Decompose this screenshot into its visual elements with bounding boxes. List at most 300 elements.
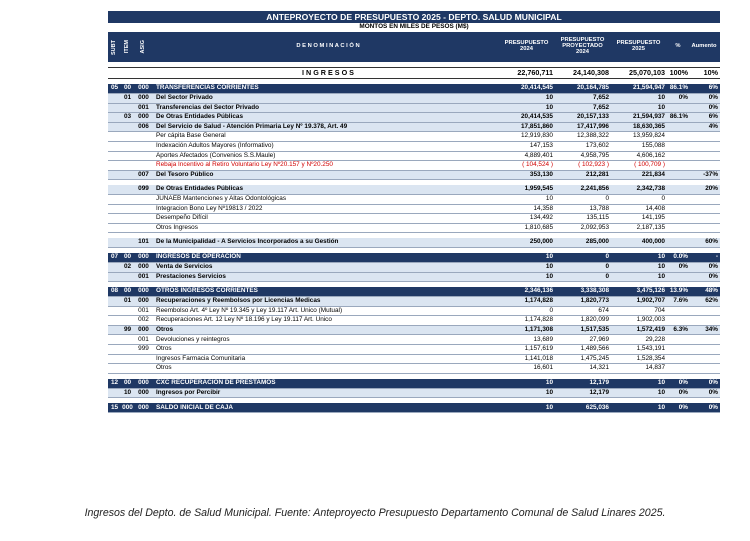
cell-asig: 001 <box>138 335 149 343</box>
cell-pres2025: 10 <box>657 253 665 261</box>
cell-aumento <box>690 224 720 233</box>
cell-subt: 05 <box>110 84 119 92</box>
cell-pct <box>668 307 690 316</box>
cell-item <box>121 307 134 316</box>
cell-pct <box>668 195 690 204</box>
cell-pres2024: 16,601 <box>533 364 553 372</box>
cell-name: Del Sector Privado <box>156 94 213 102</box>
cell-aumento <box>690 307 720 316</box>
cell-pres2025: 29,228 <box>645 335 665 343</box>
cell-item <box>121 142 134 151</box>
table-row <box>108 326 720 336</box>
header-presupuesto-2024: PRESUPUESTO 2024 <box>504 40 549 52</box>
table-row <box>108 113 720 123</box>
cell-proy2024: 135,115 <box>586 214 609 222</box>
cell-pres2024: 0 <box>549 306 553 314</box>
cell-proy2024: 20,164,785 <box>577 84 609 92</box>
cell-pres2024: 147,153 <box>529 142 553 150</box>
cell-item <box>121 345 134 354</box>
cell-proy2024: 1,517,535 <box>580 325 609 333</box>
cell-asig: 000 <box>138 84 149 92</box>
cell-subt <box>108 171 121 180</box>
cell-pct: 13.9% <box>669 287 688 295</box>
cell-name: Del Tesoro Público <box>156 170 214 178</box>
cell-aumento <box>690 355 720 364</box>
cell-subt <box>108 263 121 272</box>
cell-asig <box>134 355 153 364</box>
cell-pres2025: 10 <box>657 94 665 102</box>
table-row <box>108 152 720 162</box>
cell-pct: 0% <box>678 403 688 411</box>
cell-subt <box>108 364 121 373</box>
table-subtitle: MONTOS EN MILES DE PESOS (M$) <box>359 23 469 31</box>
cell-item <box>121 161 134 170</box>
table-row <box>108 355 720 365</box>
cell-pres2024: ( 104,524 ) <box>522 161 553 169</box>
header-presupuesto-2025: PRESUPUESTO 2025 <box>616 40 661 52</box>
table-row <box>108 123 720 133</box>
table-row <box>108 171 720 181</box>
cell-pres2025: 1,528,354 <box>636 354 665 362</box>
cell-subt <box>108 307 121 316</box>
cell-pres2024: 17,851,860 <box>521 122 553 130</box>
cell-subt: 12 <box>110 379 119 387</box>
cell-proy2024: 0 <box>605 253 609 261</box>
figure-caption: Ingresos del Depto. de Salud Municipal. Fuente: Anteproyecto Presupuesto Departamento Comunal de Salud Linares 2025. <box>84 507 666 519</box>
cell-asig: 000 <box>138 113 149 121</box>
cell-pct <box>668 185 690 194</box>
cell-pres2025: 1,572,419 <box>636 325 665 333</box>
cell-pres2024: 10 <box>545 103 553 111</box>
cell-item <box>121 205 134 214</box>
cell-subt <box>108 195 121 204</box>
table-row <box>108 195 720 205</box>
cell-item <box>121 273 134 282</box>
cell-item <box>121 171 134 180</box>
cell-proy2024: 12,388,322 <box>577 132 609 140</box>
cell-pres2025: 4,606,162 <box>636 151 665 159</box>
cell-aumento <box>690 152 720 161</box>
cell-item: 01 <box>123 94 132 102</box>
cell-asig <box>134 195 153 204</box>
cell-name: De Otras Entidades Públicas <box>156 185 244 193</box>
cell-item <box>121 104 134 113</box>
cell-pres2024: 13,689 <box>533 335 553 343</box>
ingresos-pres2024: 22,760,711 <box>517 68 553 78</box>
cell-subt: 15 <box>110 403 119 411</box>
cell-pres2025: 1,543,191 <box>636 345 665 353</box>
cell-item <box>121 335 134 344</box>
cell-name: INGRESOS DE OPERACIÓN <box>156 253 241 261</box>
cell-subt <box>108 104 121 113</box>
cell-item <box>121 132 134 141</box>
cell-subt <box>108 161 121 170</box>
cell-pres2025: 1,902,707 <box>636 297 665 305</box>
cell-item <box>121 195 134 204</box>
cell-aumento <box>690 316 720 325</box>
cell-name: Otros <box>156 345 172 353</box>
cell-proy2024: 2,241,856 <box>580 185 609 193</box>
cell-pres2024: 1,157,619 <box>524 345 553 353</box>
cell-asig: 000 <box>138 94 149 102</box>
cell-name: Per cápita Base General <box>156 132 226 140</box>
cell-name: Transferencias del Sector Privado <box>156 103 260 111</box>
cell-pres2025: 141,195 <box>641 214 665 222</box>
cell-subt: 07 <box>110 253 119 261</box>
cell-item <box>121 364 134 373</box>
cell-asig: 000 <box>138 253 149 261</box>
cell-pres2024: 20,414,545 <box>521 84 553 92</box>
cell-asig <box>134 142 153 151</box>
cell-subt <box>108 132 121 141</box>
cell-subt <box>108 123 121 132</box>
cell-pres2025: 2,187,135 <box>636 223 665 231</box>
cell-asig: 000 <box>138 297 149 305</box>
cell-pres2024: 250,000 <box>529 238 553 246</box>
cell-aumento: 34% <box>705 325 718 333</box>
cell-pres2025: 10 <box>657 379 665 387</box>
cell-pres2025: 155,088 <box>641 142 665 150</box>
cell-name: Recuperaciones y Reembolsos por Licencias Medicas <box>156 297 321 305</box>
table-row <box>108 287 720 297</box>
cell-pct <box>668 205 690 214</box>
cell-aumento <box>690 345 720 354</box>
cell-pct <box>668 132 690 141</box>
cell-item <box>121 355 134 364</box>
cell-aumento: - <box>715 253 718 261</box>
cell-pct <box>668 142 690 151</box>
header-pct: % <box>675 43 681 50</box>
cell-proy2024: 20,157,133 <box>577 113 609 121</box>
cell-subt <box>108 238 121 247</box>
cell-asig: 001 <box>138 306 149 314</box>
cell-aumento: 6% <box>708 84 718 92</box>
cell-asig: 000 <box>138 325 149 333</box>
header-denominacion: D E N O M I N A C I Ó N <box>296 43 360 50</box>
cell-pres2025: 18,630,365 <box>633 122 665 130</box>
cell-pres2024: 1,174,828 <box>524 297 553 305</box>
cell-asig <box>134 161 153 170</box>
cell-pres2024: 134,492 <box>529 214 553 222</box>
cell-aumento <box>690 335 720 344</box>
cell-pres2024: 12,919,830 <box>521 132 553 140</box>
cell-item: 000 <box>122 403 133 411</box>
cell-pct: 86.1% <box>669 84 688 92</box>
cell-item <box>121 224 134 233</box>
table-row <box>108 253 720 263</box>
cell-asig: 002 <box>138 316 149 324</box>
cell-pres2024: 10 <box>545 253 553 261</box>
ingresos-pres2025: 25,070,103 <box>629 68 665 78</box>
cell-pres2024: 1,171,308 <box>524 325 553 333</box>
table-row <box>108 273 720 283</box>
table-row <box>108 379 720 389</box>
cell-item: 00 <box>123 379 132 387</box>
cell-pct <box>668 161 690 170</box>
cell-pct <box>668 238 690 247</box>
cell-item: 03 <box>123 113 132 121</box>
ingresos-aumento: 10% <box>703 68 718 78</box>
cell-name: Ingresos Farmacia Comunitaria <box>156 354 246 362</box>
ingresos-label: I N G R E S O S <box>302 68 354 78</box>
table-row <box>108 84 720 94</box>
cell-pct: 86.1% <box>669 113 688 121</box>
cell-asig <box>134 132 153 141</box>
cell-asig: 006 <box>138 122 149 130</box>
cell-subt <box>108 205 121 214</box>
cell-asig: 000 <box>138 379 149 387</box>
cell-proy2024: 1,475,245 <box>580 354 609 362</box>
cell-subt <box>108 297 121 306</box>
cell-pres2024: 10 <box>545 403 553 411</box>
cell-name: CXC RECUPERACIÓN DE PRESTAMOS <box>156 379 276 387</box>
cell-asig: 000 <box>138 403 149 411</box>
cell-proy2024: 674 <box>598 306 609 314</box>
cell-asig: 000 <box>138 287 149 295</box>
table-row <box>108 161 720 171</box>
cell-proy2024: ( 102,923 ) <box>578 161 609 169</box>
header-row <box>108 32 720 62</box>
cell-name: Recuperaciones Art. 12 Ley Nº 18.196 y Ley 19.117 Art. Único <box>156 316 332 324</box>
cell-pct <box>668 152 690 161</box>
cell-aumento: 0% <box>708 379 718 387</box>
table-row <box>108 205 720 215</box>
cell-name: Indexación Adultos Mayores (Informativo) <box>156 142 274 150</box>
cell-aumento: 0% <box>708 388 718 396</box>
cell-pres2024: 10 <box>545 272 553 280</box>
cell-pct <box>668 224 690 233</box>
cell-aumento <box>690 214 720 223</box>
cell-pres2024: 10 <box>545 388 553 396</box>
header-aumento: Aumento <box>691 43 717 50</box>
cell-pct: 0.0% <box>673 253 688 261</box>
cell-subt <box>108 224 121 233</box>
cell-pres2024: 1,810,685 <box>524 223 553 231</box>
cell-item <box>121 238 134 247</box>
cell-aumento <box>690 161 720 170</box>
cell-name: Integracion Bono Ley Nº19813 / 2022 <box>156 204 263 212</box>
cell-name: SALDO INICIAL DE CAJA <box>156 403 233 411</box>
cell-pres2024: 2,346,136 <box>524 287 553 295</box>
cell-name: JUNAEB Mantenciones y Altas Odontológicas <box>156 195 287 203</box>
cell-name: Desempeño Difícil <box>156 214 208 222</box>
cell-aumento: 48% <box>705 287 718 295</box>
cell-name: Reembolso Art. 4º Ley Nº 19.345 y Ley 19.117 Art. Único (Mutual) <box>156 306 343 314</box>
cell-pres2025: 14,408 <box>645 204 665 212</box>
cell-subt <box>108 214 121 223</box>
cell-pres2025: 2,342,738 <box>636 185 665 193</box>
cell-item: 01 <box>123 297 132 305</box>
table-row <box>108 403 720 413</box>
cell-pct <box>668 316 690 325</box>
cell-pres2025: 10 <box>657 103 665 111</box>
cell-item: 00 <box>123 253 132 261</box>
cell-pres2024: 4,889,401 <box>524 151 553 159</box>
cell-aumento: 4% <box>708 122 718 130</box>
budget-sheet <box>108 11 720 413</box>
cell-pres2025: 3,475,126 <box>636 287 665 295</box>
cell-pres2025: 10 <box>657 263 665 270</box>
cell-pct <box>668 214 690 223</box>
cell-pres2025: 10 <box>657 388 665 396</box>
table-row <box>108 263 720 273</box>
cell-pres2025: 10 <box>657 403 665 411</box>
cell-item: 10 <box>123 388 132 396</box>
cell-item: 00 <box>123 287 132 295</box>
table-title: ANTEPROYECTO DE PRESUPUESTO 2025 - DEPTO. SALUD MUNICIPAL <box>108 11 720 23</box>
cell-item: 00 <box>123 84 132 92</box>
cell-aumento: 6% <box>708 113 718 121</box>
cell-proy2024: 4,958,795 <box>580 151 609 159</box>
table-row <box>108 364 720 374</box>
cell-subt <box>108 185 121 194</box>
table-row <box>108 142 720 152</box>
cell-asig: 001 <box>138 272 149 280</box>
table-row <box>108 307 720 317</box>
cell-proy2024: 14,321 <box>589 364 609 372</box>
cell-name: De la Municipalidad - A Servicios Incorporados a su Gestión <box>156 238 339 246</box>
cell-aumento <box>690 364 720 373</box>
cell-asig: 000 <box>138 263 149 270</box>
header-item: ITEM <box>123 40 130 54</box>
cell-proy2024: 1,820,099 <box>580 316 609 324</box>
cell-proy2024: 2,092,953 <box>580 223 609 231</box>
table-row <box>108 345 720 355</box>
cell-pct <box>668 171 690 180</box>
cell-aumento <box>690 142 720 151</box>
cell-aumento: -37% <box>703 170 718 178</box>
cell-pct <box>668 273 690 282</box>
cell-name: Del Servicio de Salud - Atención Primaria Ley Nº 19.378, Art. 49 <box>156 122 348 130</box>
cell-pres2024: 1,141,018 <box>524 354 553 362</box>
cell-asig <box>134 224 153 233</box>
cell-item <box>121 152 134 161</box>
cell-subt <box>108 94 121 103</box>
cell-asig: 999 <box>138 345 149 353</box>
cell-name: Devoluciones y reintegros <box>156 335 230 343</box>
table-row <box>108 94 720 104</box>
cell-proy2024: 285,000 <box>585 238 609 246</box>
cell-proy2024: 12,179 <box>589 379 609 387</box>
ingresos-pct: 100% <box>669 68 688 78</box>
cell-pres2024: 1,959,545 <box>524 185 553 193</box>
cell-pres2025: 704 <box>654 306 665 314</box>
cell-pres2024: 10 <box>545 195 553 203</box>
cell-asig: 007 <box>138 170 149 178</box>
cell-name: Venta de Servicios <box>156 263 213 270</box>
cell-pres2024: 14,358 <box>533 204 553 212</box>
cell-asig: 099 <box>138 185 149 193</box>
cell-asig <box>134 205 153 214</box>
cell-pct <box>668 335 690 344</box>
cell-name: Aportes Afectados (Convenios S.S.Maule) <box>156 151 276 159</box>
cell-proy2024: 0 <box>605 195 609 203</box>
cell-pres2025: ( 100,709 ) <box>634 161 665 169</box>
cell-proy2024: 212,281 <box>585 170 609 178</box>
table-row <box>108 224 720 234</box>
cell-pct <box>668 123 690 132</box>
cell-name: Otros <box>156 364 172 372</box>
cell-subt <box>108 113 121 122</box>
cell-pct <box>668 104 690 113</box>
cell-proy2024: 1,489,566 <box>580 345 609 353</box>
table-row <box>108 185 720 195</box>
cell-aumento: 0% <box>708 94 718 102</box>
cell-proy2024: 17,417,996 <box>577 122 609 130</box>
cell-pres2025: 1,902,003 <box>636 316 665 324</box>
cell-proy2024: 12,179 <box>589 388 609 396</box>
cell-proy2024: 0 <box>605 263 609 270</box>
cell-proy2024: 0 <box>605 272 609 280</box>
cell-item <box>121 185 134 194</box>
cell-subt <box>108 389 121 398</box>
cell-pct <box>668 355 690 364</box>
cell-subt <box>108 142 121 151</box>
header-proyectado-2024: PRESUPUESTO PROYECTADO 2024 <box>560 37 605 55</box>
table-row <box>108 316 720 326</box>
cell-asig <box>134 364 153 373</box>
cell-proy2024: 173,602 <box>585 142 609 150</box>
cell-proy2024: 1,820,773 <box>580 297 609 305</box>
cell-aumento: 0% <box>708 403 718 411</box>
cell-pres2025: 14,837 <box>645 364 665 372</box>
cell-aumento <box>690 205 720 214</box>
cell-subt <box>108 335 121 344</box>
cell-pct <box>668 345 690 354</box>
cell-pct: 7.6% <box>673 297 688 305</box>
cell-name: Rebaja Incentivo al Retiro Voluntario Ley Nº20.157 y Nº20.250 <box>156 161 333 169</box>
header-subt: SUBT <box>110 39 117 55</box>
cell-name: Otros Ingresos <box>156 223 198 231</box>
cell-pres2025: 0 <box>661 195 665 203</box>
cell-proy2024: 13,788 <box>589 204 609 212</box>
cell-item <box>121 316 134 325</box>
cell-pres2024: 1,174,828 <box>524 316 553 324</box>
cell-pres2024: 20,414,535 <box>521 113 553 121</box>
cell-aumento: 20% <box>705 185 718 193</box>
cell-pres2025: 400,000 <box>641 238 665 246</box>
cell-subt <box>108 152 121 161</box>
cell-pres2024: 10 <box>545 94 553 102</box>
cell-subt <box>108 326 121 335</box>
table-row <box>108 214 720 224</box>
cell-pres2025: 10 <box>657 272 665 280</box>
cell-asig: 001 <box>138 103 149 111</box>
ingresos-total-row <box>108 67 720 79</box>
cell-aumento: 0% <box>708 272 718 280</box>
cell-name: De Otras Entidades Públicas <box>156 113 244 121</box>
cell-name: Otros <box>156 325 174 333</box>
cell-name: Prestaciones Servicios <box>156 272 226 280</box>
table-row <box>108 238 720 248</box>
cell-subt <box>108 273 121 282</box>
cell-subt <box>108 316 121 325</box>
cell-pct: 0% <box>678 388 688 396</box>
cell-pct: 6.3% <box>673 325 688 333</box>
cell-proy2024: 7,652 <box>593 94 609 102</box>
cell-aumento: 60% <box>705 238 718 246</box>
table-row <box>108 335 720 345</box>
cell-subt <box>108 345 121 354</box>
cell-asig: 101 <box>138 238 149 246</box>
cell-pct: 0% <box>678 263 688 270</box>
table-row <box>108 104 720 114</box>
cell-item <box>121 214 134 223</box>
cell-subt <box>108 355 121 364</box>
cell-pct: 0% <box>678 379 688 387</box>
table-row <box>108 132 720 142</box>
cell-pres2025: 13,959,824 <box>633 132 665 140</box>
